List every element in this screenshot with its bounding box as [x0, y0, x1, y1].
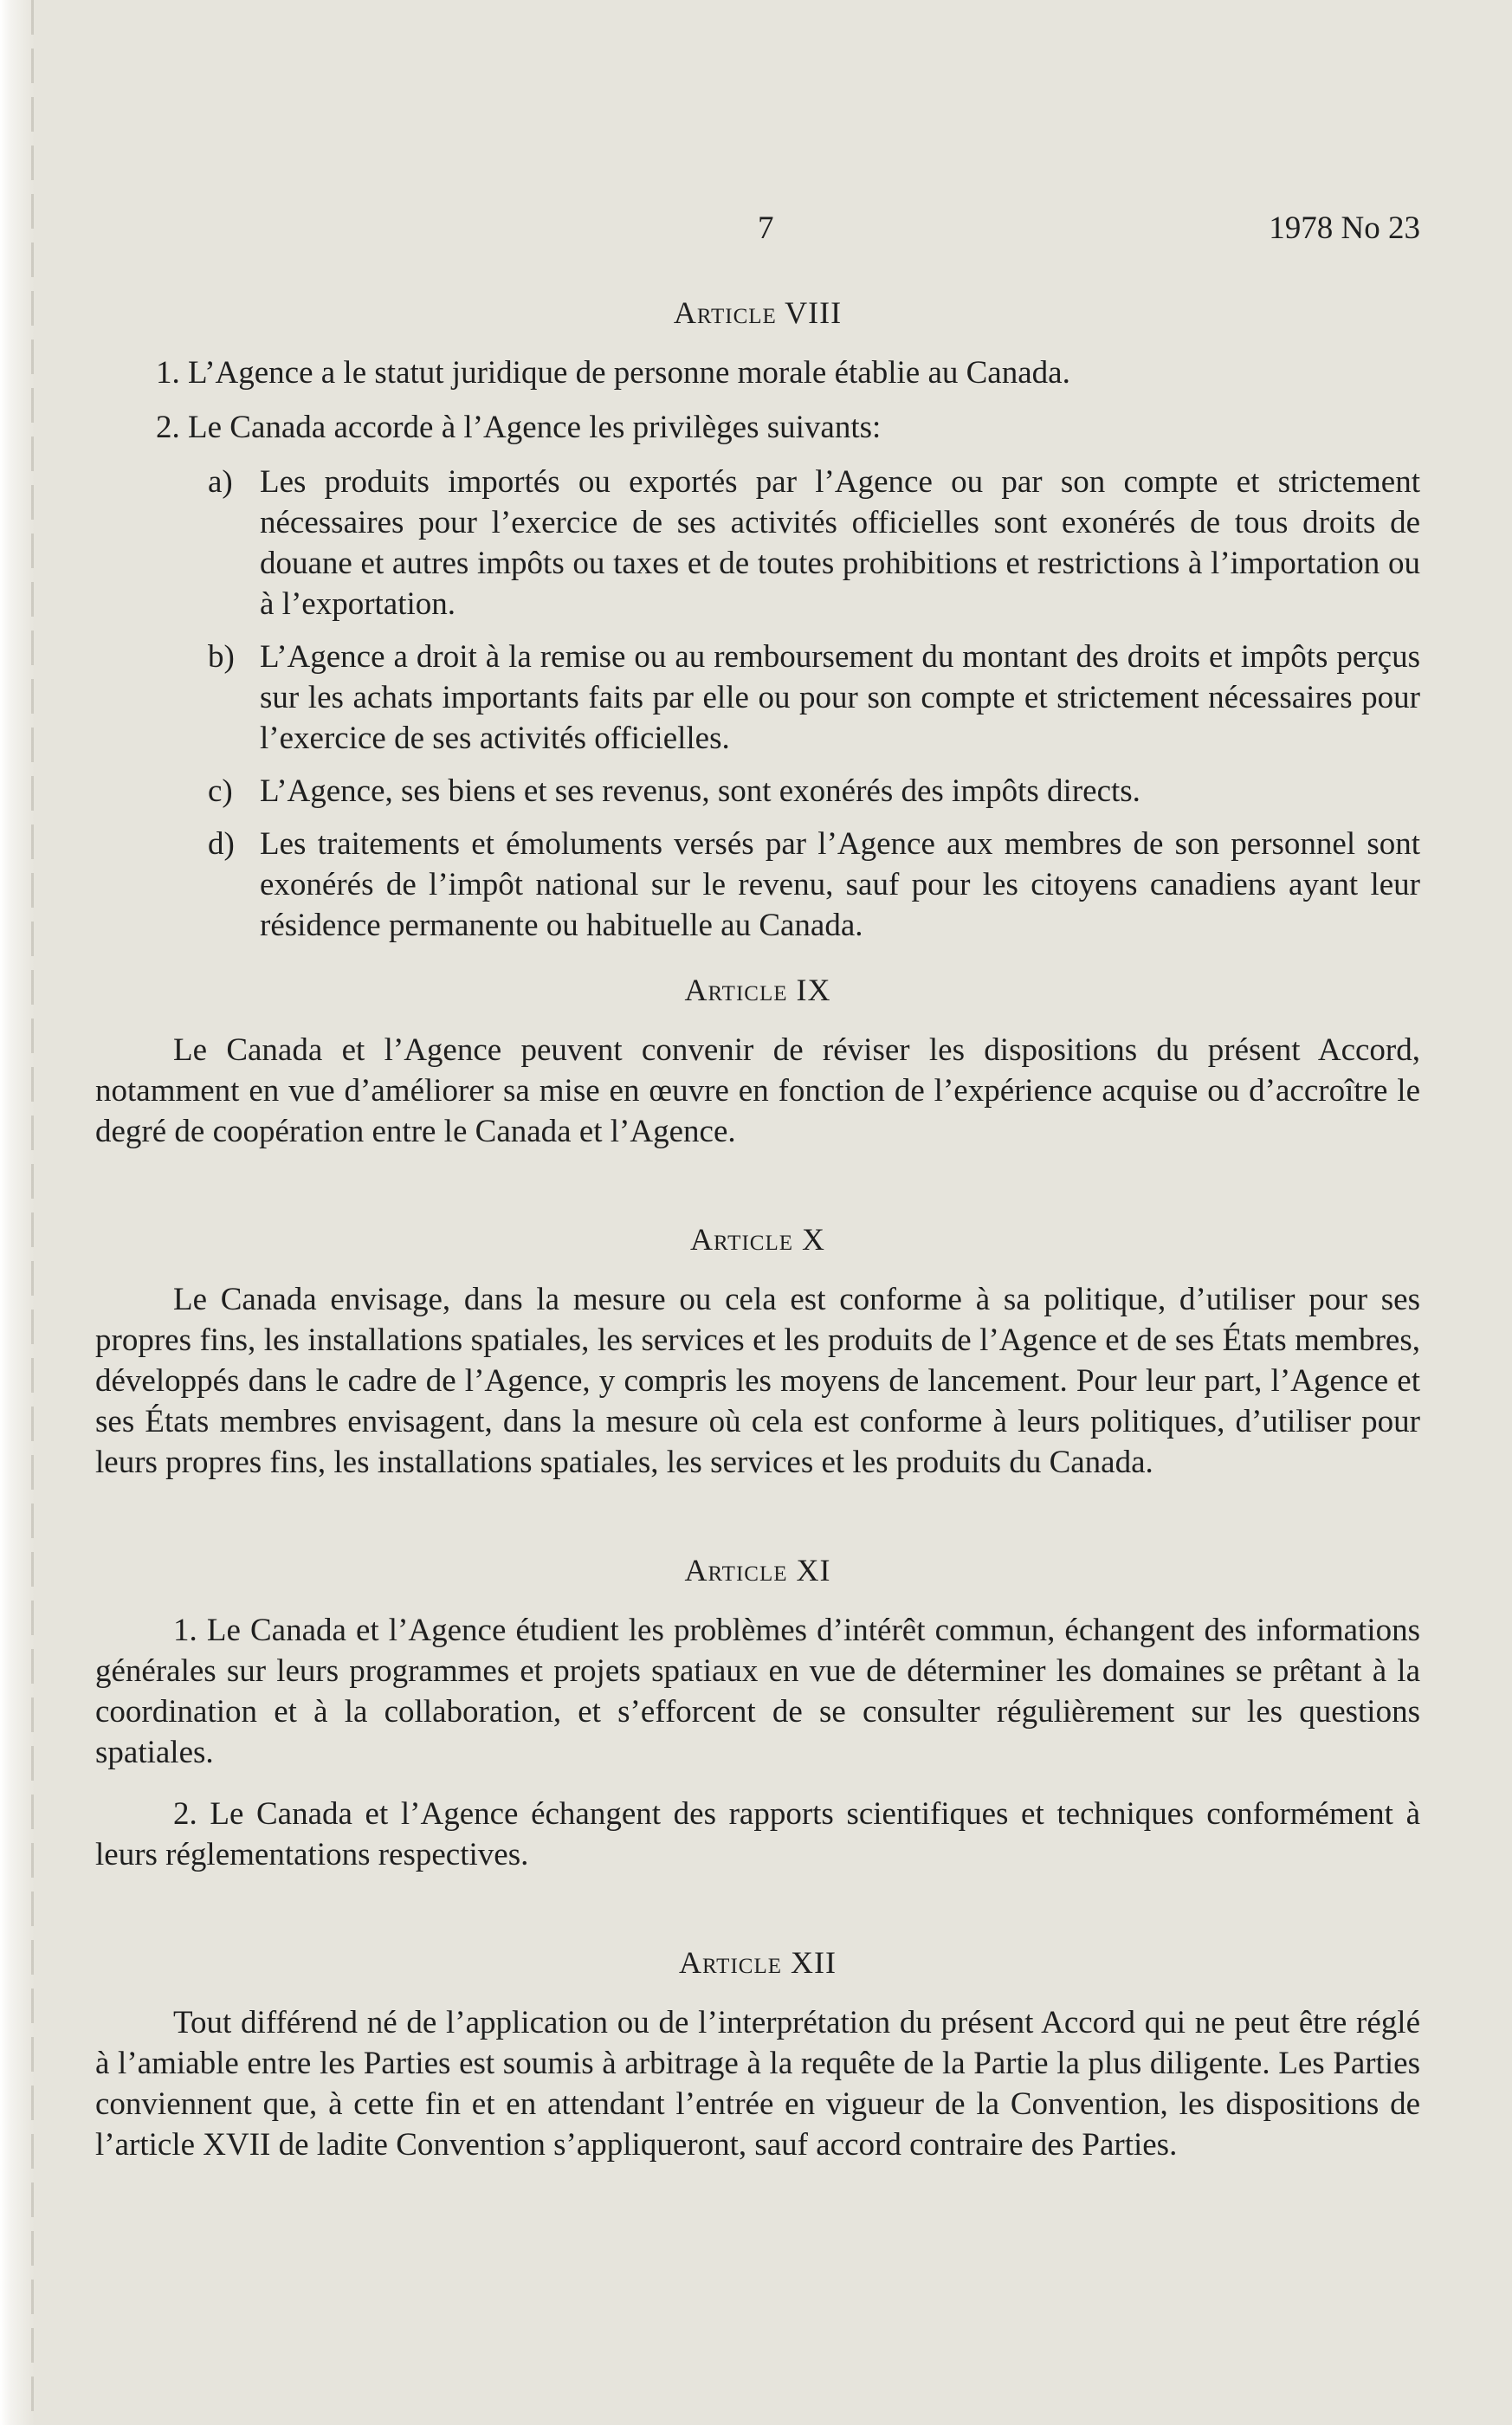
privilege-item-a — [95, 462, 1420, 624]
item-text: Les produits importés ou exportés par l’Agence ou par son compte et strictement nécessaires pour l’exercice de ses activités officielles sont exonérés de tous droits de douane et autres impôts ou taxes et de toutes prohibitions et restrictions à l’importation ou à l’exportation. — [260, 464, 1420, 622]
article-viii-title: Article VIII — [673, 295, 843, 330]
article-viii-paragraph-2 — [95, 407, 1420, 448]
paragraph-number: 1. — [156, 355, 180, 391]
item-marker: b) — [208, 639, 235, 675]
article-xii-text: Tout différend né de l’application ou de l’interprétation du présent Accord qui ne peut être réglé à l’amiable entre les Parties est soumis à arbitrage à la requête de la Partie la plus diligente. Les Parties conviennent que, à cette fin et en attendant l’entrée en vigueur de la Convention, les dispositions de l’article XVII de ladite Convention s’appliqueront, sauf accord contraire des Parties. — [95, 2005, 1420, 2163]
section-spacer — [95, 1889, 1420, 1918]
section-spacer — [95, 1497, 1420, 1526]
binding-margin-line — [31, 0, 34, 2425]
section-spacer — [95, 1166, 1420, 1195]
paragraph-text: L’Agence a le statut juridique de personne morale établie au Canada. — [188, 355, 1070, 391]
page-header — [95, 208, 1420, 268]
article-xii-title: Article XII — [679, 1945, 837, 1980]
article-xi-title: Article XI — [684, 1553, 831, 1588]
document-page — [95, 208, 1420, 2179]
page-number: 7 — [758, 210, 774, 246]
item-marker: c) — [208, 773, 233, 809]
item-marker: d) — [208, 826, 235, 862]
privilege-item-c — [95, 771, 1420, 812]
paragraph-text: Le Canada accorde à l’Agence les privilèges suivants: — [188, 410, 882, 445]
item-text: L’Agence, ses biens et ses revenus, sont exonérés des impôts directs. — [260, 773, 1140, 809]
page-binding-edge — [0, 0, 35, 2425]
year-and-number: 1978 No 23 — [1269, 210, 1420, 246]
privilege-item-d — [95, 824, 1420, 946]
item-marker: a) — [208, 464, 233, 500]
item-text: L’Agence a droit à la remise ou au remboursement du montant des droits et impôts perçus sur les achats importants faits par elle ou pour son compte et strictement nécessaires pour l’exercice de ses activités officielles. — [260, 639, 1420, 756]
article-xi-paragraph-1: 1. Le Canada et l’Agence étudient les problèmes d’intérêt commun, échangent des informations générales sur leurs programmes et projets spatiaux en vue de déterminer les domaines se prêtant à la coordination et à la collaboration, et s’efforcent de se consulter régulièrement sur les questions spatiales. — [95, 1613, 1420, 1770]
article-xi-paragraph-2: 2. Le Canada et l’Agence échangent des rapports scientifiques et techniques conformément à leurs réglementations respectives. — [95, 1796, 1420, 1872]
paragraph-number: 2. — [156, 410, 180, 445]
article-x-title: Article X — [690, 1222, 825, 1257]
privilege-item-b — [95, 637, 1420, 759]
article-viii-paragraph-1 — [95, 352, 1420, 393]
article-ix-title: Article IX — [684, 973, 831, 1007]
article-x-text: Le Canada envisage, dans la mesure ou cela est conforme à sa politique, d’utiliser pour ses propres fins, les installations spatiales, les services et les produits de l’Agence et de ses États membres, développés dans le cadre de l’Agence, y compris les moyens de lancement. Pour leur part, l’Agence et ses États membres envisagent, dans la mesure où cela est conforme à leurs politiques, d’utiliser pour leurs propres fins, les installations spatiales, les services et les produits du Canada. — [95, 1282, 1420, 1480]
item-text: Les traitements et émoluments versés par l’Agence aux membres de son personnel sont exonérés de l’impôt national sur le revenu, sauf pour les citoyens canadiens ayant leur résidence permanente ou habituelle au Canada. — [260, 826, 1420, 943]
article-ix-text: Le Canada et l’Agence peuvent convenir de réviser les dispositions du présent Accord, notamment en vue d’améliorer sa mise en œuvre en fonction de l’expérience acquise ou d’accroître le degré de coopération entre le Canada et l’Agence. — [95, 1032, 1420, 1149]
